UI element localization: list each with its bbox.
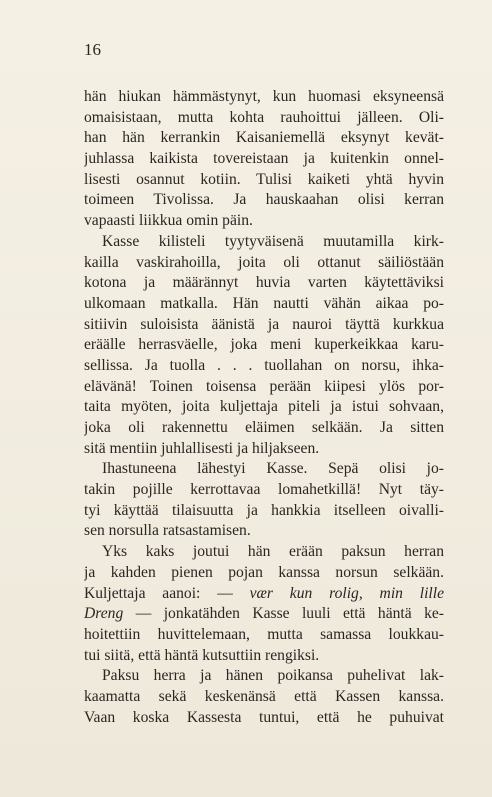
text-line: elävänä! Toinen toisensa perään kiipesi ylös por- [84, 377, 444, 395]
text-line: tui siitä, että häntä kutsuttiin rengiksi. [84, 646, 320, 664]
text-line: ja kahden pienen pojan kanssa norsun selkään. [84, 563, 444, 581]
text-line: vapaasti liikkua omin päin. [84, 212, 253, 230]
text-line [84, 584, 444, 605]
text-line: kaamatta sekä keskenänsä että Kassen kanssa. [84, 687, 444, 705]
text-line: hoitettiin huvittelemaan, mutta samassa loukkau- [84, 625, 444, 643]
text-line: lisesti osannut kotiin. Tulisi kaiketi yhtä hyvin [84, 170, 444, 188]
text-line: eräälle herrasväelle, joka meni kuperkeikkaa karu- [84, 336, 444, 354]
text-line: taita myöten, joita kuljettaja piteli ja istui sohvaan, [84, 398, 444, 416]
body-text [84, 87, 444, 728]
text-line: joka oli rakennettu eläimen selkään. Ja sitten [84, 419, 444, 436]
text-line: sitiivin suloisista äänistä ja nauroi täyttä kurkkua [84, 315, 444, 333]
page-number: 16 [84, 40, 101, 59]
text-line: kailla vaskirahoilla, joita oli ottanut säiliöstään [84, 253, 444, 271]
text-line: Vaan koska Kassesta tuntui, että he puhuivat [84, 708, 444, 726]
italic-phrase: vær kun rolig, min lille [249, 584, 444, 602]
text-line: han hän kerrankin Kaisaniemellä eksynyt kevät- [84, 129, 444, 147]
text-line: sellissa. Ja tuolla . . . tuollahan on norsu, ihka- [84, 356, 444, 374]
text-line: takin pojille kerrottavaa lomahetkillä! Nyt täy- [84, 481, 444, 499]
text-line: Paksu herra ja hänen poikansa puhelivat lak- [102, 667, 444, 685]
text-line: ulkomaan matkalla. Hän nautti vähän aikaa po- [84, 294, 444, 312]
text-line: juhlassa kaikista tovereistaan ja kuitenkin onnel- [84, 150, 444, 168]
text-line: sen norsulla ratsastamisen. [84, 522, 251, 540]
text-line: toimeen Tivolissa. Ja hauskaahan olisi kerran [84, 191, 444, 209]
text-line: sitä mentiin juhlallisesti ja hiljakseen. [84, 439, 320, 457]
text-line: Yks kaks joutui hän erään paksun herran [102, 543, 444, 561]
text-line: tyi käyttää tilaisuutta ja hankkia itselleen oivalli- [84, 501, 444, 519]
text-line: Kasse kilisteli tyytyväisenä muutamilla kirk- [102, 232, 444, 250]
text-line: kotona ja määrännyt huvia varten käytettäviksi [84, 274, 444, 292]
text-line [84, 604, 444, 625]
text-line: omaisistaan, mutta kohta rauhoittui jälleen. Oli- [84, 108, 444, 126]
text-line: hän hiukan hämmästynyt, kun huomasi eksyneensä [84, 88, 444, 105]
text-line: Ihastuneena lähestyi Kasse. Sepä olisi jo- [102, 460, 444, 478]
italic-phrase: Dreng [84, 605, 124, 623]
text-segment: Kuljettaja aanoi: — [84, 584, 250, 602]
text-segment: — jonkatähden Kasse luuli että häntä ke- [123, 605, 444, 623]
